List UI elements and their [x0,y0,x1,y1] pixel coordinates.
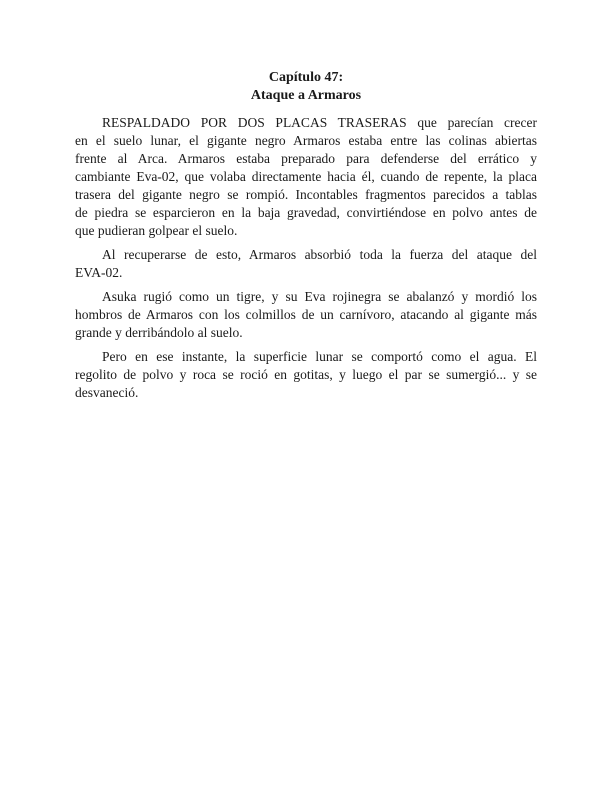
text-line: de piedra se esparcieron en la baja gravedad, convirtiéndose en polvo antes de [75,205,537,220]
text-line: Pero en ese instante, la superficie lunar se comportó como el agua. El [102,349,537,364]
text-line: desvaneció. [75,385,139,400]
paragraph [75,348,537,402]
text-line: en el suelo lunar, el gigante negro Armaros estaba entre las colinas abiertas [75,133,537,148]
text-line: Al recuperarse de esto, Armaros absorbió toda la fuerza del ataque del [102,247,537,262]
paragraph [75,114,537,240]
chapter-body [75,114,537,402]
text-line: Asuka rugió como un tigre, y su Eva rojinegra se abalanzó y mordió los [102,289,537,304]
text-line: EVA-02. [75,265,123,280]
chapter-number: Capítulo 47: [268,70,344,85]
text-line: cambiante Eva-02, que volaba directamente hacia él, cuando de repente, la placa [75,169,537,184]
text-line: hombros de Armaros con los colmillos de un carnívoro, atacando al gigante más [75,307,537,322]
text-line: RESPALDADO POR DOS PLACAS TRASERAS que parecían crecer [102,115,537,130]
chapter-heading [75,69,537,105]
text-line: trasera del gigante negro se rompió. Incontables fragmentos parecidos a tablas [75,187,537,202]
text-line: frente al Arca. Armaros estaba preparado para defenderse del errático y [75,151,537,166]
text-line: grande y derribándolo al suelo. [75,325,243,340]
text-line: regolito de polvo y roca se roció en gotitas, y luego el par se sumergió... y se [75,367,537,382]
paragraph [75,246,537,282]
text-line: que pudieran golpear el suelo. [75,223,238,238]
paragraph [75,288,537,342]
chapter-title: Ataque a Armaros [250,88,362,103]
